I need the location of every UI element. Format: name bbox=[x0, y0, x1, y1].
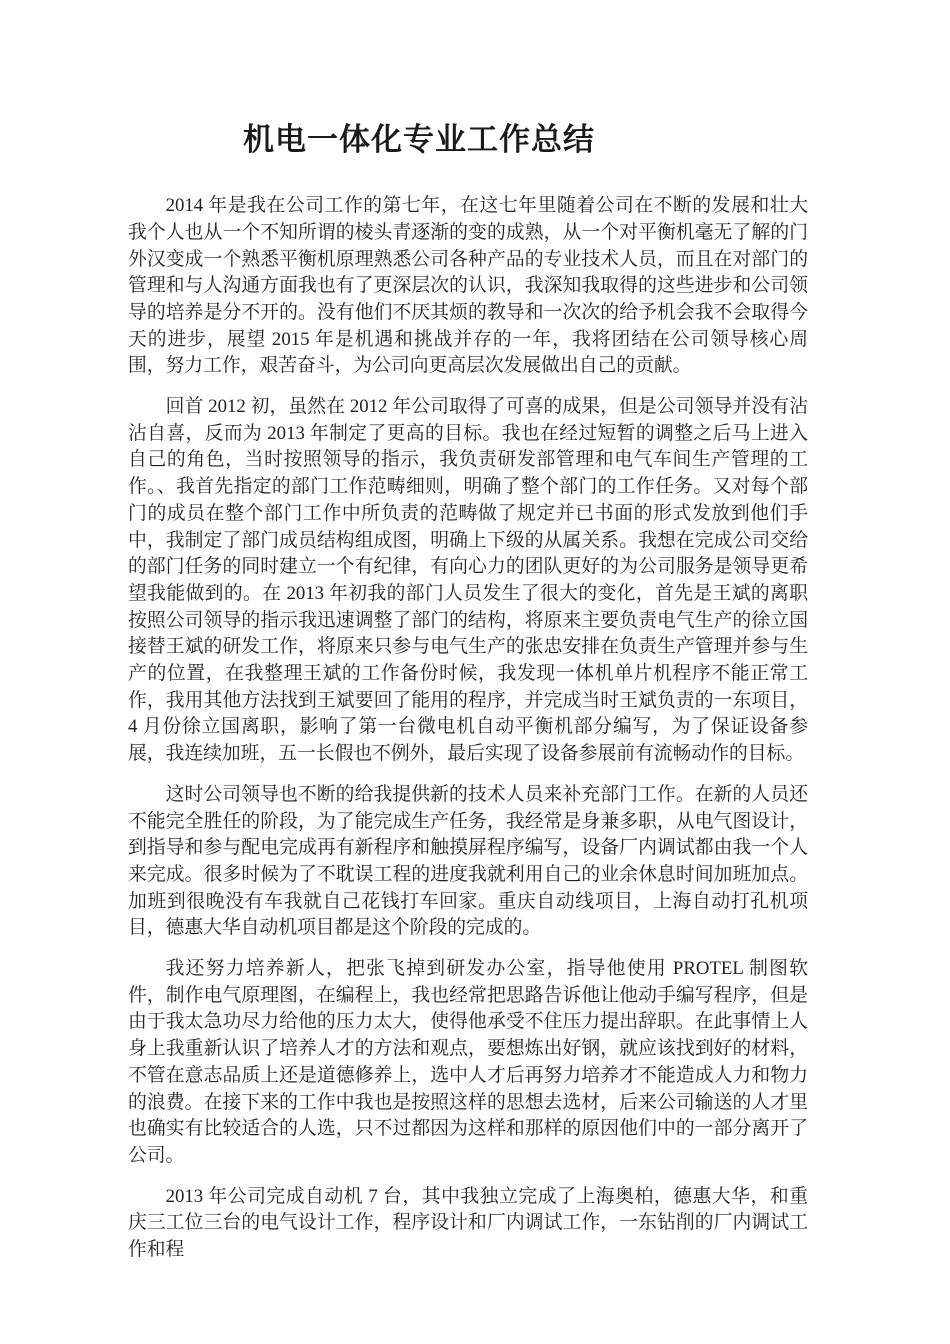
paragraph: 2013 年公司完成自动机 7 台，其中我独立完成了上海奥柏，德惠大华，和重庆三工位三台的电气设计工作，程序设计和厂内调试工作，一东钻削的厂内调试工作和程 bbox=[128, 1185, 808, 1261]
document-body bbox=[128, 193, 808, 1264]
paragraph: 我还努力培养新人，把张飞掉到研发办公室，指导他使用 PROTEL 制图软件，制作电气原理图，在编程上，我也经常把思路告诉他让他动手编写程序，但是由于我太急功尽力给他的压力太大，使得他承受不住压力提出辞职。在此事情上人身上我重新认识了培养人才的方法和观点，要想炼出好钢，就应该找到好的材料，不管在意志品质上还是道德修养上，选中人才后再努力培养才不能造成人力和物力的浪费。在接下来的工作中我也是按照这样的思想去选材，后来公司输送的人才里也确实有比较适合的人选，只不过都因为这样和那样的原因他们中的一部分离开了公司。 bbox=[128, 958, 808, 1166]
paragraph: 2014 年是我在公司工作的第七年，在这七年里随着公司在不断的发展和壮大我个人也从一个不知所谓的棱头青逐渐的变的成熟，从一个对平衡机毫无了解的门外汉变成一个熟悉平衡机原理熟悉公司各种产品的专业技术人员，而且在对部门的管理和与人沟通方面我也有了更深层次的认识，我深知我取得的这些进步和公司领导的培养是分不开的。没有他们不厌其烦的教导和一次次的给予机会我不会取得今天的进步，展望 2015 年是机遇和挑战并存的一年，我将团结在公司领导核心周围，努力工作，艰苦奋斗，为公司向更高层次发展做出自己的贡献。 bbox=[128, 195, 808, 377]
page-title: 机电一体化专业工作总结 bbox=[243, 122, 595, 157]
paragraph: 回首 2012 初，虽然在 2012 年公司取得了可喜的成果，但是公司领导并没有沾沾自喜，反而为 2013 年制定了更高的目标。我也在经过短暂的调整之后马上进入自己的角色，当时按照领导的指示，我负责研发部管理和电气车间生产管理的工作。、我首先指定的部门工作范畴细则，明确了整个部门的工作任务。又对每个部门的成员在整个部门工作中所负责的范畴做了规定并已书面的形式发放到他们手中，我制定了部门成员结构组成图，明确上下级的从属关系。我想在完成公司交给的部门任务的同时建立一个有纪律，有向心力的团队更好的为公司服务是领导更希望我能做到的。在 2013 年初我的部门人员发生了很大的变化，首先是王斌的离职按照公司领导的指示我迅速调整了部门的结构，将原来主要负责电气生产的徐立国接替王斌的研发工作，将原来只参与电气生产的张忠安排在负责生产管理并参与生产的位置，在我整理王斌的工作备份时候，我发现一体机单片机程序不能正常工作，我用其他方法找到王斌要回了能用的程序，并完成当时王斌负责的一东项目， 4 月份徐立国离职，影响了第一台微电机自动平衡机部分编写，为了保证设备参展，我连续加班，五一长假也不例外，最后实现了设备参展前有流畅动作的目标。 bbox=[128, 396, 808, 765]
paragraph: 这时公司领导也不断的给我提供新的技术人员来补充部门工作。在新的人员还不能完全胜任的阶段，为了能完成生产任务，我经常是身兼多职，从电气图设计，到指导和参与配电完成再有新程序和触摸屏程序编写，设备厂内调试都由我一个人来完成。很多时候为了不耽误工程的进度我就利用自己的业余休息时间加班加点。加班到很晚没有车我就自己花钱打车回家。重庆自动线项目，上海自动打孔机项目，德惠大华自动机项目都是这个阶段的完成的。 bbox=[128, 783, 808, 939]
